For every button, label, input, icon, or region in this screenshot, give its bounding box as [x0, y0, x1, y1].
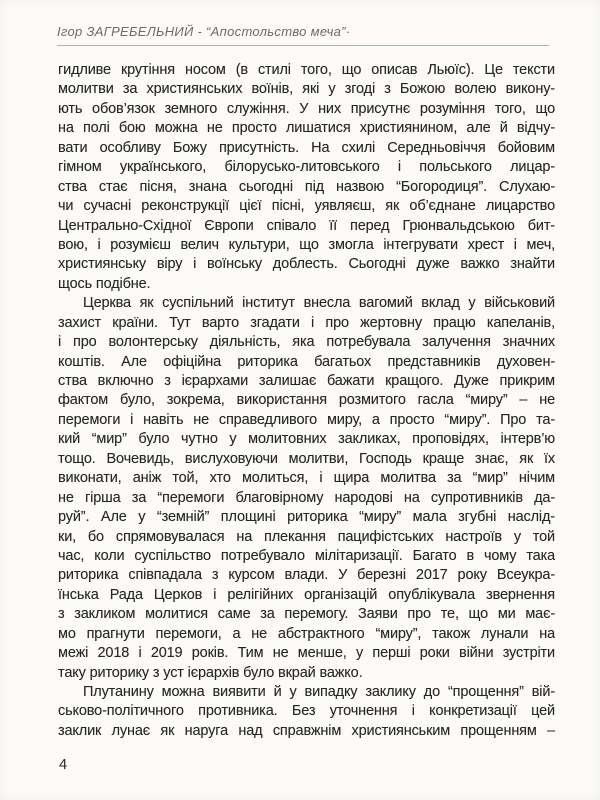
text-line: межі 2018 і 2019 років. Тим не менше, у перші роки війни зустріти — [58, 645, 555, 662]
text-line: руй”. Але у “земній” площині риторика “миру” мала згубні наслід- — [58, 509, 555, 526]
text-line: фактом було, зокрема, використання розмитого гасла “миру” – не — [58, 392, 555, 409]
text-line: ськово-політичного противника. Без уточнення і конкретизації цей — [58, 703, 555, 720]
text-line: перемоги і навіть не справедливого миру, а просто “миру”. Про та- — [58, 411, 555, 428]
text-line: чи сучасні реконструкції цієї пісні, уявляєш, як об’єднане лицарство — [58, 198, 555, 215]
text-line: гидливе крутіння носом (в стилі того, що описав Льюїс). Це тексти — [58, 62, 555, 78]
text-line: Плутанину можна виявити й у випадку заклику до “прощення” вій- — [83, 684, 555, 700]
text-line: заклик лунає як наруга над справжнім християнським прощенням – — [58, 722, 555, 739]
text-line: риторика співпадала з курсом влади. У березні 2017 року Всеукра- — [58, 567, 555, 584]
text-line: ки, бо спрямовувалася на плекання пацифістських настроїв у той — [58, 528, 555, 545]
running-header-text: Ігор ЗАГРЕБЕЛЬНИЙ - “Апостольство меча”· — [57, 24, 351, 39]
text-line: гімном українського, білорусько-литовського і польського лицар- — [58, 159, 555, 176]
text-line: мо прагнути перемоги, а не абстрактного “миру”, також лунали на — [58, 625, 555, 642]
text-line: щось подібне. — [58, 275, 151, 292]
text-line: і про волонтерську діяльність, яка потребувала залучення значних — [58, 334, 555, 351]
header-rule-divider — [57, 45, 549, 46]
text-line: на полі бою можна не просто лишатися християнином, але й відчу- — [58, 120, 555, 137]
text-line: ють обов’язок земного служіння. У них присутнє розуміння того, що — [58, 100, 555, 117]
text-line: коштів. Але офіційна риторика багатьох представників духовен- — [58, 353, 555, 370]
text-line: вати особливу Божу присутність. На схилі Середньовіччя бойовим — [58, 139, 555, 156]
text-line: не гірша за “перемоги благовірному народові на супротивників да- — [58, 489, 555, 506]
text-line: християнську віру і воїнську доблесть. Сьогодні дуже важко знайти — [58, 256, 555, 273]
text-line: ства включно з ієрархами залишає бажати кращого. Дуже прикрим — [58, 373, 555, 389]
text-line: з закликом молитися саме за перемогу. Заяви про те, що ми має- — [58, 606, 555, 623]
text-line: час, коли суспільство потребувало мілітаризації. Багато в чому така — [58, 547, 555, 564]
text-line: їнська Рада Церков і релігійних організацій опублікувала звернення — [58, 586, 555, 603]
text-line: молитви за християнських воїнів, які у згоді з Божою волею викону- — [58, 81, 555, 98]
text-line: Церква як суспільний інститут внесла вагомий вклад у військовий — [83, 295, 555, 312]
running-header — [57, 24, 552, 39]
text-line: ства стає пісня, знана сьогодні під назвою “Богородиця”. Слухаю- — [58, 178, 555, 195]
text-line: тощо. Вочевидь, вислуховуючи молитви, Господь краще знає, як їх — [58, 450, 555, 467]
body-text — [58, 61, 555, 741]
text-line: кий “мир” було чутно у молитовних закликах, проповідях, інтерв’ю — [58, 431, 555, 448]
page-number: 4 — [59, 757, 68, 773]
text-line: таку риторику з уст ієрархів було вкрай важко. — [58, 664, 363, 681]
text-line: захист країни. Тут варто згадати і про жертовну працю капеланів, — [58, 314, 555, 331]
text-line: вою, і розумієш велич культури, що змогла інтегрувати хрест і меч, — [58, 236, 555, 253]
text-line: Центрально-Східної Європи співало її перед Грюнвальдською бит- — [58, 217, 555, 234]
text-line: виконати, аніж той, хто молиться, і щира молитва за “мир” нічим — [58, 470, 555, 487]
